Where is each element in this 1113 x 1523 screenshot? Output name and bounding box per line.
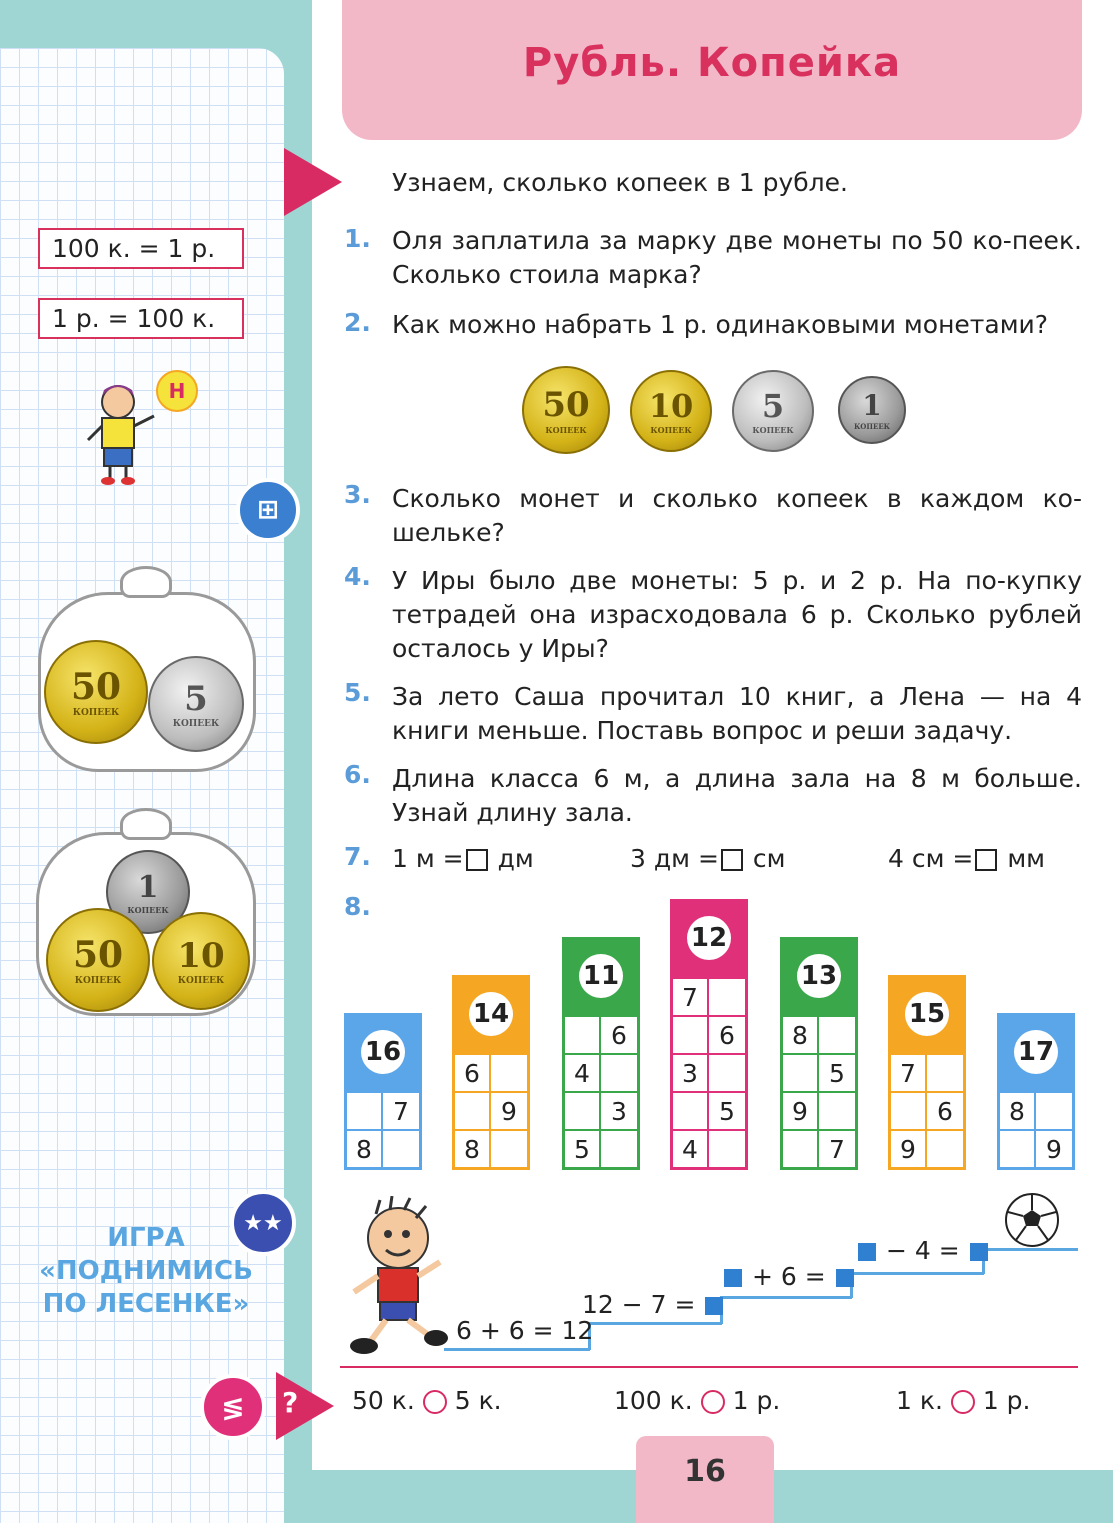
grid-globe-icon: ⊞: [236, 478, 300, 542]
ladder-cell[interactable]: [491, 1053, 527, 1091]
ladder-column-head: [452, 975, 530, 1053]
task-number: 2.: [344, 308, 371, 337]
ladder-cell[interactable]: [927, 1053, 963, 1091]
stars-icon: ★★: [230, 1190, 296, 1256]
letter-badge-icon: Н: [156, 370, 198, 412]
ladder-head-number: 17: [1014, 1030, 1058, 1074]
ladder-cell[interactable]: [709, 977, 745, 1015]
conversion-1: 1 м = дм: [392, 844, 534, 873]
ladder-cell[interactable]: [819, 1015, 855, 1053]
compare-2: 100 к. 1 р.: [614, 1386, 781, 1415]
ladder-cell[interactable]: [819, 1091, 855, 1129]
coin-50: 50 КОПЕЕК: [522, 366, 610, 454]
ladder-cell[interactable]: [783, 1129, 819, 1167]
task-4-text: У Иры было две монеты: 5 р. и 2 р. На по-купку тетрадей она израсходовала 6 р. Сколько рублей осталось у Иры?: [392, 566, 1082, 663]
ladder-cell: 6: [709, 1015, 745, 1053]
ladder-cell[interactable]: [927, 1129, 963, 1167]
rule-box-kopecks: 100 к. = 1 р.: [38, 228, 244, 269]
task-number: 6.: [344, 760, 371, 789]
task-2-text: Как можно набрать 1 р. одинаковыми монетами?: [392, 310, 1049, 339]
answer-square[interactable]: [705, 1297, 723, 1315]
ladder-cell[interactable]: [565, 1015, 601, 1053]
task-number: 3.: [344, 480, 371, 509]
ladder-column: [780, 937, 858, 1170]
question-mark: ?: [282, 1386, 299, 1419]
stair-expression: − 4 =: [856, 1236, 990, 1265]
coin-5: 5 КОПЕЕК: [148, 656, 244, 752]
ladder-cell[interactable]: [1036, 1091, 1072, 1129]
compare-3: 1 к. 1 р.: [896, 1386, 1031, 1415]
coin-50: 50 КОПЕЕК: [46, 908, 150, 1012]
ladder-cell: 6: [455, 1053, 491, 1091]
ladder-cell[interactable]: [709, 1129, 745, 1167]
compare-circle[interactable]: [423, 1390, 447, 1414]
task-number: 4.: [344, 562, 371, 591]
ladder-cell[interactable]: [673, 1091, 709, 1129]
soccer-ball-icon: [1004, 1192, 1060, 1248]
ladder-cell: 3: [673, 1053, 709, 1091]
ladder-cell: 5: [709, 1091, 745, 1129]
compare-circle[interactable]: [951, 1390, 975, 1414]
task-3-text: Сколько монет и сколько копеек в каждом ко-шельке?: [392, 484, 1082, 547]
answer-box[interactable]: [975, 849, 997, 871]
answer-square[interactable]: [970, 1243, 988, 1261]
conversion-2: 3 дм = см: [630, 844, 786, 873]
coin-1: 1 КОПЕЕК: [838, 376, 906, 444]
compare-icon: ≶: [200, 1374, 266, 1440]
ladder-column: [344, 1013, 422, 1170]
task-6-text: Длина класса 6 м, а длина зала на 8 м больше. Узнай длину зала.: [392, 764, 1082, 827]
stair-expression: + 6 =: [722, 1262, 856, 1291]
ladder-cell[interactable]: [709, 1053, 745, 1091]
stair-step: [982, 1248, 1078, 1251]
stair-expression: 6 + 6 = 12: [456, 1316, 594, 1345]
ladder-cell: 7: [673, 977, 709, 1015]
ladder-cell: 8: [347, 1129, 383, 1167]
task-number: 7.: [344, 842, 371, 871]
ladder-cell: 8: [455, 1129, 491, 1167]
ladder-cell: 8: [783, 1015, 819, 1053]
ladder-column-head: [997, 1013, 1075, 1091]
ladder-cell[interactable]: [383, 1129, 419, 1167]
ladder-cell[interactable]: [455, 1091, 491, 1129]
wallet-clasp-icon: [120, 566, 172, 598]
task-number: 5.: [344, 678, 371, 707]
ladder-cell: 6: [601, 1015, 637, 1053]
ladder-cell: 9: [783, 1091, 819, 1129]
ladder-column-head: [888, 975, 966, 1053]
ladder-cell: 5: [819, 1053, 855, 1091]
ladder-cell[interactable]: [601, 1053, 637, 1091]
ladder-cell[interactable]: [891, 1091, 927, 1129]
stair-step: [850, 1272, 984, 1275]
ladder-column: [888, 975, 966, 1170]
conversion-3: 4 см = мм: [888, 844, 1046, 873]
ladder-column: [997, 1013, 1075, 1170]
page-title: Рубль. Копейка: [522, 40, 902, 86]
stair-step: [588, 1322, 722, 1325]
coin-10: 10 КОПЕЕК: [630, 370, 712, 452]
answer-square[interactable]: [858, 1243, 876, 1261]
page-number: 16: [684, 1454, 726, 1489]
coin-50: 50 КОПЕЕК: [44, 640, 148, 744]
ladder-cell[interactable]: [1000, 1129, 1036, 1167]
intro-text: Узнаем, сколько копеек в 1 рубле.: [392, 168, 848, 197]
ladder-cell: 9: [891, 1129, 927, 1167]
ladder-cell: 4: [673, 1129, 709, 1167]
ladder-cell: 5: [565, 1129, 601, 1167]
stair-step: [720, 1296, 852, 1299]
game-label: ИГРА «ПОДНИМИСЬ ПО ЛЕСЕНКЕ»: [39, 1223, 253, 1319]
ladder-cell[interactable]: [491, 1129, 527, 1167]
wallet-clasp-icon: [120, 808, 172, 840]
rule-box-rubles: 1 р. = 100 к.: [38, 298, 244, 339]
boy-mascot-icon: [340, 1196, 450, 1356]
compare-circle[interactable]: [701, 1390, 725, 1414]
ladder-head-number: 15: [905, 992, 949, 1036]
ladder-cell: 7: [891, 1053, 927, 1091]
task-number: 8.: [344, 892, 371, 921]
ladder-column-head: [780, 937, 858, 1015]
ladder-column: [670, 899, 748, 1170]
answer-box[interactable]: [466, 849, 488, 871]
ladder-head-number: 11: [579, 954, 623, 998]
divider: [340, 1366, 1078, 1368]
ladder-cell: 9: [491, 1091, 527, 1129]
ladder-column-head: [670, 899, 748, 977]
ladder-cell[interactable]: [783, 1053, 819, 1091]
stair-expression: 12 − 7 =: [582, 1290, 725, 1319]
task-1-text: Оля заплатила за марку две монеты по 50 ко-пеек. Сколько стоила марка?: [392, 226, 1082, 289]
ladder-column: [562, 937, 640, 1170]
answer-box[interactable]: [721, 849, 743, 871]
ladder-cell[interactable]: [673, 1015, 709, 1053]
ladder-cell: 7: [819, 1129, 855, 1167]
ladder-column-head: [562, 937, 640, 1015]
answer-square[interactable]: [724, 1269, 742, 1287]
task-number: 1.: [344, 224, 371, 253]
ladder-cell: 6: [927, 1091, 963, 1129]
ladder-cell: 4: [565, 1053, 601, 1091]
arrow-marker-icon: [284, 148, 342, 216]
ladder-head-number: 14: [469, 992, 513, 1036]
ladder-column-head: [344, 1013, 422, 1091]
answer-square[interactable]: [836, 1269, 854, 1287]
ladder-column: [452, 975, 530, 1170]
ladder-cell: 8: [1000, 1091, 1036, 1129]
ladder-head-number: 12: [687, 916, 731, 960]
ladder-cell[interactable]: [347, 1091, 383, 1129]
ladder-cell: 3: [601, 1091, 637, 1129]
coin-1: 1 КОПЕЕК: [106, 850, 190, 934]
ladder-head-number: 16: [361, 1030, 405, 1074]
stair-step: [444, 1348, 590, 1351]
ladder-cell[interactable]: [565, 1091, 601, 1129]
ladder-cell: 9: [1036, 1129, 1072, 1167]
ladder-cell: 7: [383, 1091, 419, 1129]
compare-1: 50 к. 5 к.: [352, 1386, 502, 1415]
coin-10: 10 КОПЕЕК: [152, 912, 250, 1010]
task-5-text: За лето Саша прочитал 10 книг, а Лена — на 4 книги меньше. Поставь вопрос и реши задачу.: [392, 682, 1082, 745]
ladder-head-number: 13: [797, 954, 841, 998]
coin-5: 5 КОПЕЕК: [732, 370, 814, 452]
ladder-cell[interactable]: [601, 1129, 637, 1167]
